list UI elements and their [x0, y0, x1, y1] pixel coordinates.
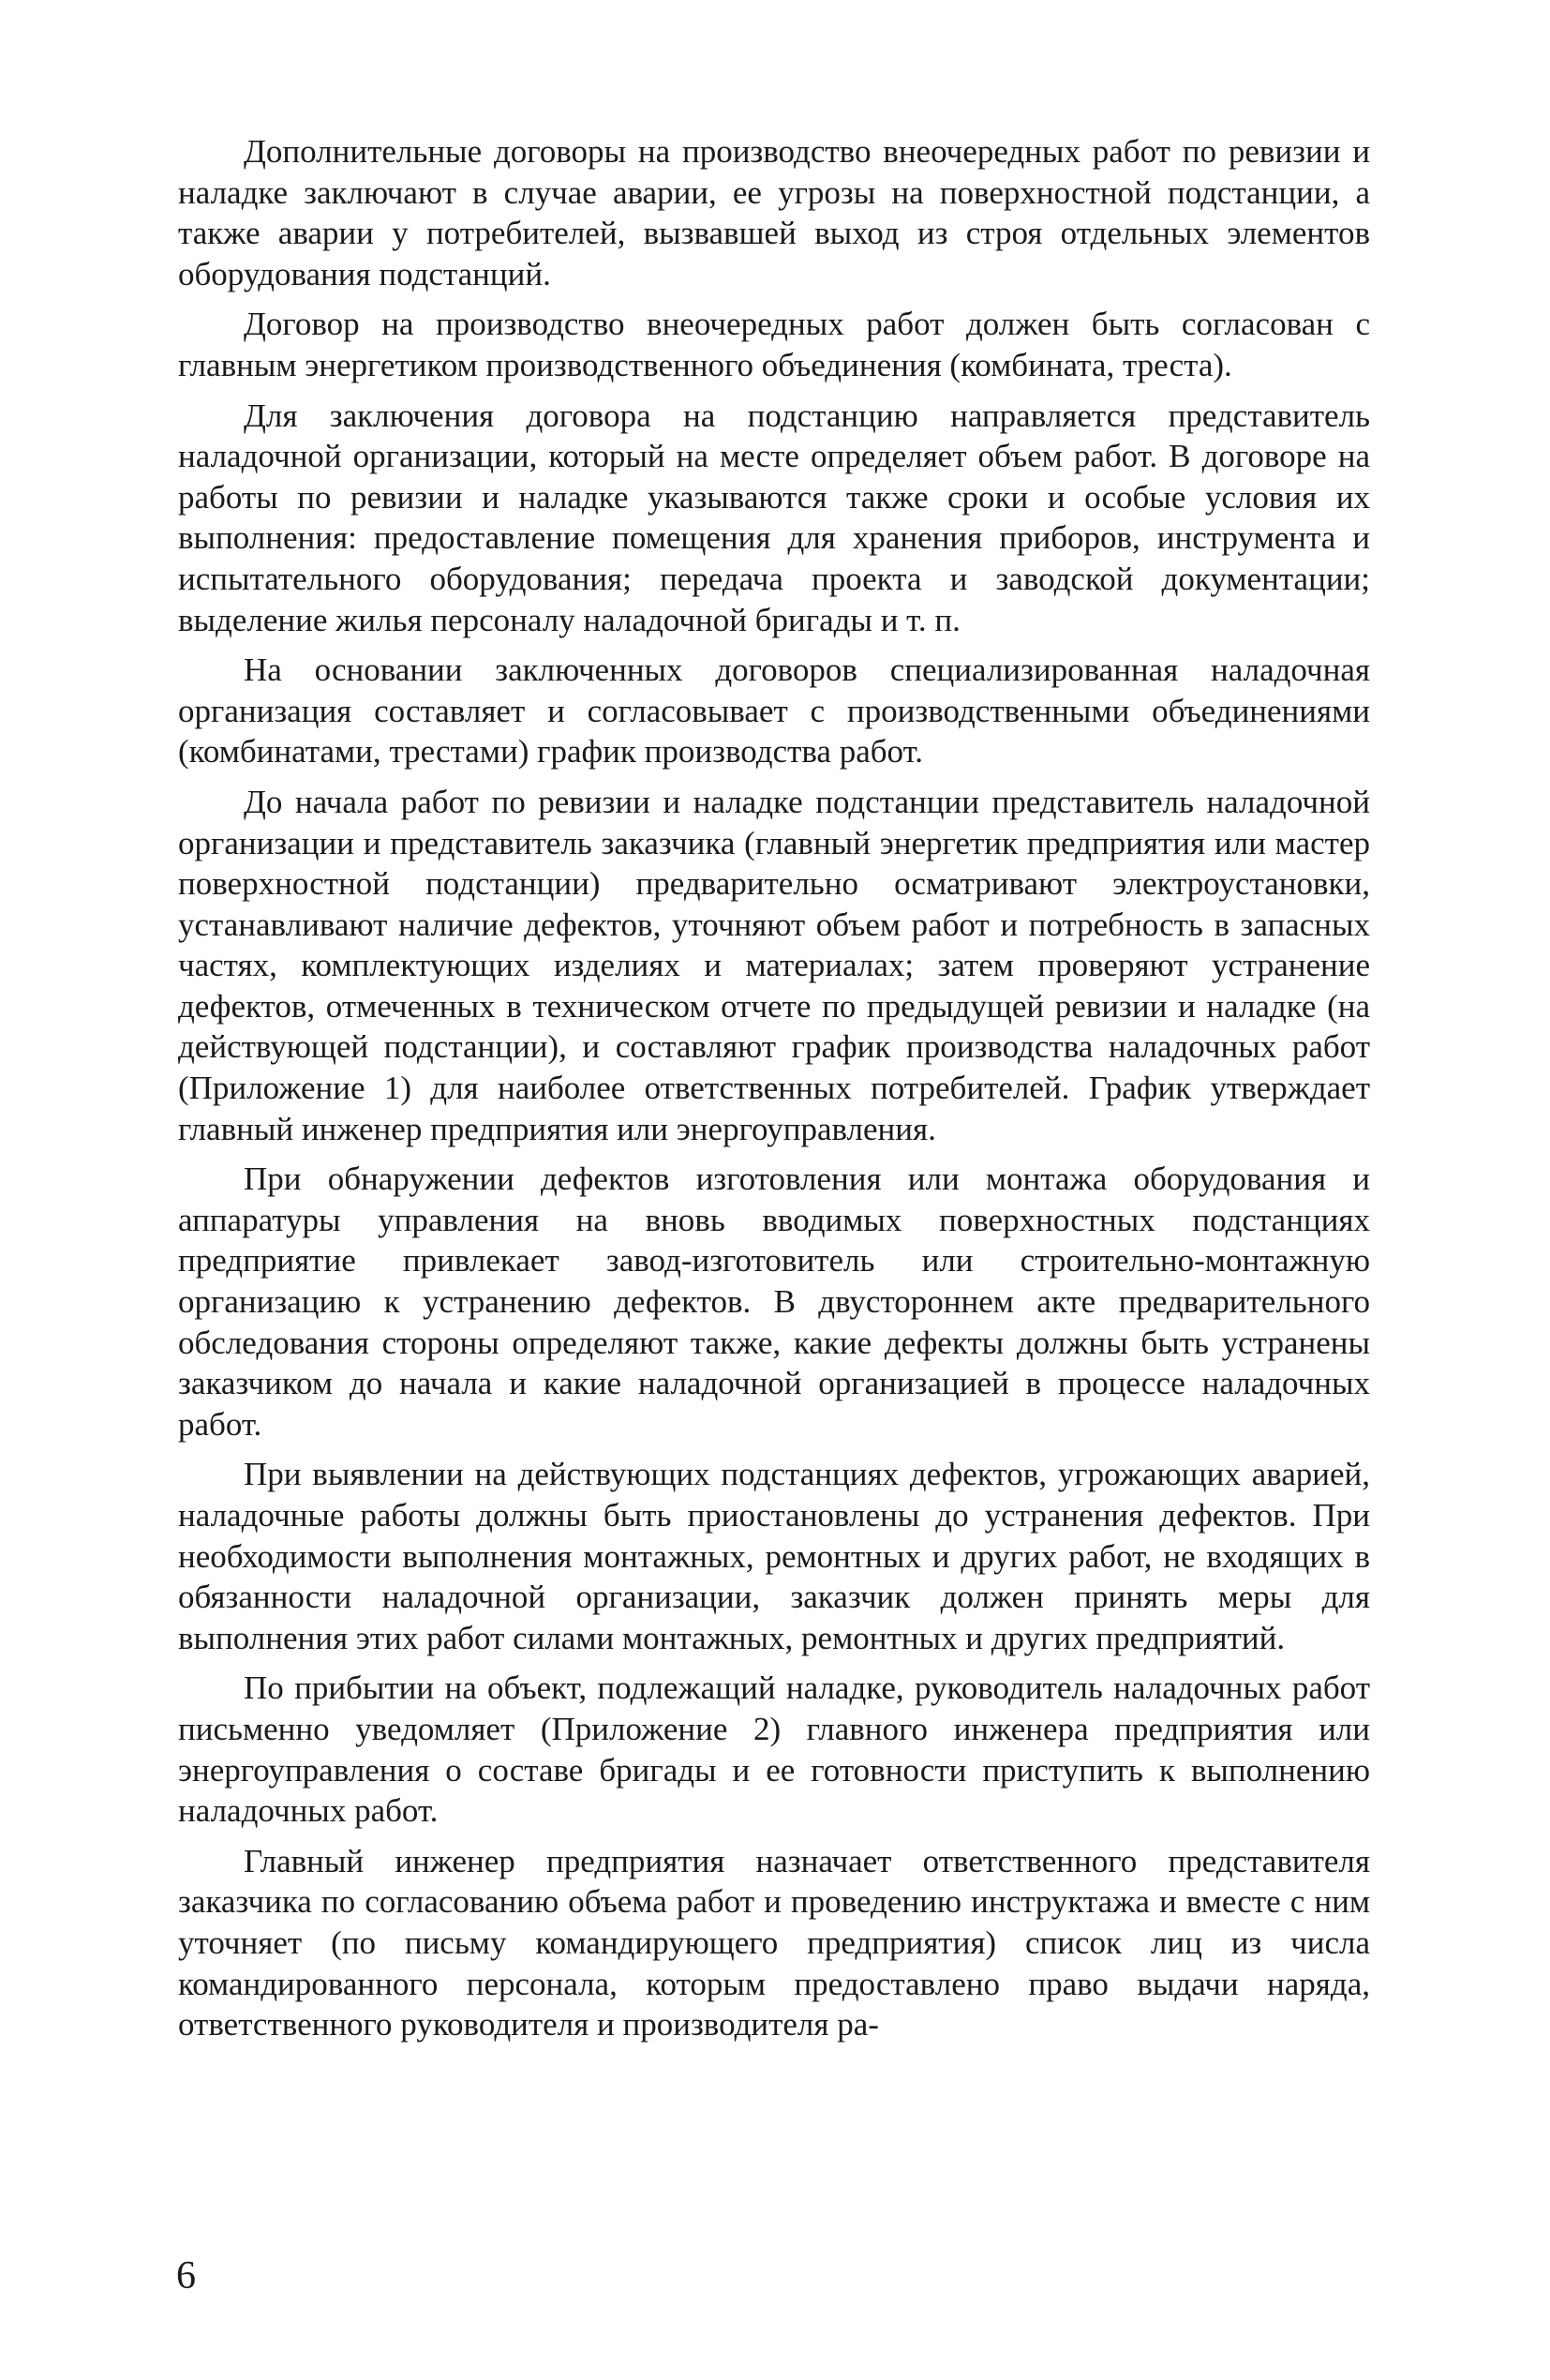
paragraph-arrival-notice: По прибытии на объект, подлежащий наладке, руководитель наладочных работ письменно уведомляет (Приложение 2) главного инженера предприятия или энергоуправления о составе бригады и ее готовности приступить к выполнению наладочных работ.: [178, 1669, 1370, 1830]
paragraph-contract-approval: Договор на производство внеочередных работ должен быть согласован с главным энергетиком производственного объединения (комбината, треста).: [178, 306, 1370, 383]
paragraph-contract-conclusion: Для заключения договора на подстанцию направляется представитель наладочной организации, который на месте определяет объем работ. В договоре на работы по ревизии и наладке указываются также сроки и особые условия их выполнения: предоставление помещения для хранения приборов, инструмента и испытательного оборудования; передача проекта и заводской документации; выделение жилья персоналу наладочной бригады и т. п.: [178, 397, 1370, 638]
paragraph-preliminary-inspection: До начала работ по ревизии и наладке подстанции представитель наладочной организации и представитель заказчика (главный энергетик предприятия или мастер поверхностной подстанции) предварительно осматривают электроустановки, устанавливают наличие дефектов, уточняют объем работ и потребность в запасных частях, комплектующих изделиях и материалах; затем проверяют устранение дефектов, отмеченных в техническом отчете по предыдущей ревизии и наладке (на действующей подстанции), и составляют график производства наладочных работ (Приложение 1) для наиболее ответственных потребителей. График утверждает главный инженер предприятия или энергоуправления.: [178, 783, 1370, 1147]
paragraph-defect-detection: При обнаружении дефектов изготовления или монтажа оборудования и аппаратуры управления на вновь вводимых поверхностных подстанциях предприятие привлекает завод-изготовитель или строительно-монтажную организацию к устранению дефектов. В двустороннем акте предварительного обследования стороны определяют также, какие дефекты должны быть устранены заказчиком до начала и какие наладочной организацией в процессе наладочных работ.: [178, 1160, 1370, 1443]
page-body: [178, 131, 1370, 2055]
paragraph-additional-contracts: Дополнительные договоры на производство внеочередных работ по ревизии и наладке заключают в случае аварии, ее угрозы на поверхностной подстанции, а также аварии у потребителей, вызвавшей выход из строя отдельных элементов оборудования подстанций.: [178, 133, 1370, 292]
paragraph-work-schedule: На основании заключенных договоров специализированная наладочная организация составляет и согласовывает с производственными объединениями (комбинатами, трестами) график производства работ.: [178, 651, 1370, 771]
paragraph-chief-engineer: Главный инженер предприятия назначает ответственного представителя заказчика по согласованию объема работ и проведению инструктажа и вместе с ним уточняет (по письму командирующего предприятия) список лиц из числа командированного персонала, которым предоставлено право выдачи наряда, ответственного руководителя и производителя ра-: [178, 1842, 1370, 2043]
paragraph-emergency-defects: При выявлении на действующих подстанциях дефектов, угрожающих аварией, наладочные работы должны быть приостановлены до устранения дефектов. При необходимости выполнения монтажных, ремонтных и других работ, не входящих в обязанности наладочной организации, заказчик должен принять меры для выполнения этих работ силами монтажных, ремонтных и других предприятий.: [178, 1456, 1370, 1656]
page-number: 6: [176, 2254, 196, 2298]
